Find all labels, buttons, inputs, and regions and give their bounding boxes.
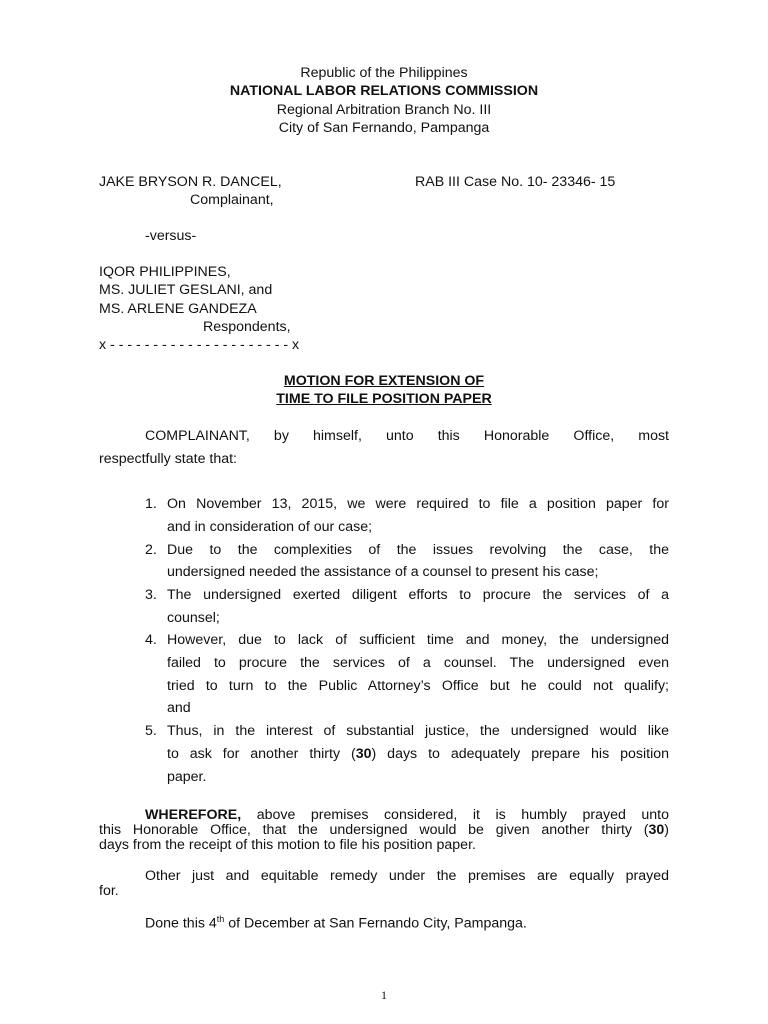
- wherefore-line2-b: ): [664, 822, 669, 838]
- header-city: City of San Fernando, Pampanga: [278, 120, 490, 136]
- item-4-line3: tried to turn to the Public Attorney’s Office but he could not qualify;: [167, 678, 669, 694]
- complainant-label: Complainant,: [190, 192, 274, 208]
- respondents-label: Respondents,: [203, 319, 291, 335]
- item-4-line2: failed to procure the services of a counsel. The undersigned even: [167, 655, 669, 671]
- motion-title-line1-text: MOTION FOR EXTENSION OF: [283, 373, 485, 389]
- item-5-line2-a: to ask for another thirty (: [167, 746, 356, 762]
- item-3-line1: The undersigned exerted diligent efforts to procure the services of a: [167, 587, 669, 603]
- item-5-line2-bold: 30: [355, 746, 372, 762]
- wherefore-line2: [99, 823, 669, 837]
- respondent-1: IQOR PHILIPPINES,: [99, 264, 231, 280]
- header-republic: Republic of the Philippines: [300, 65, 468, 81]
- item-1-line1: On November 13, 2015, we were required to file a position paper for: [167, 496, 669, 512]
- motion-title-line1: [0, 374, 768, 388]
- wherefore-line2-bold: 30: [648, 822, 665, 838]
- complainant-name: JAKE BRYSON R. DANCEL,: [99, 174, 282, 190]
- item-5-line2-b: ) days to adequately prepare his position: [371, 746, 669, 762]
- done-post: of December at San Fernando City, Pampanga.: [224, 915, 527, 932]
- motion-title-line2-text: TIME TO FILE POSITION PAPER: [276, 391, 492, 407]
- item-3-line2: counsel;: [167, 610, 220, 626]
- done-pre: Done this 4: [145, 915, 217, 932]
- item-5-line3: paper.: [167, 769, 207, 785]
- item-2-line2: undersigned needed the assistance of a counsel to present his case;: [167, 564, 599, 580]
- item-5-line2: [167, 747, 669, 761]
- header-commission: NATIONAL LABOR RELATIONS COMMISSION: [229, 83, 539, 99]
- wherefore-lead: WHEREFORE,: [145, 807, 242, 823]
- item-3-number: 3.: [145, 587, 157, 603]
- wherefore-line1: [99, 808, 669, 822]
- motion-title-line2: [0, 392, 768, 406]
- versus-label: -versus-: [145, 228, 197, 244]
- item-4-line4: and: [167, 700, 191, 716]
- done-sup: th: [216, 914, 225, 924]
- item-5-line1: Thus, in the interest of substantial justice, the undersigned would like: [167, 723, 669, 739]
- wherefore-line2-a: this Honorable Office, that the undersigned would be given another thirty (: [99, 822, 649, 838]
- wherefore-line1-inner: [145, 808, 669, 822]
- item-5-number: 5.: [145, 723, 157, 739]
- item-4-number: 4.: [145, 632, 157, 648]
- item-1-number: 1.: [145, 496, 157, 512]
- item-4-line1: However, due to lack of sufficient time and money, the undersigned: [167, 632, 669, 648]
- page-number: 1: [381, 988, 387, 1002]
- item-1-line2: and in consideration of our case;: [167, 519, 373, 535]
- wherefore-line1-rest: above premises considered, it is humbly prayed unto: [256, 807, 669, 823]
- wherefore-line3: days from the receipt of this motion to file his position paper.: [99, 837, 476, 853]
- item-2-line1: Due to the complexities of the issues revolving the case, the: [167, 542, 669, 558]
- caption-separator: x - - - - - - - - - - - - - - - - - - - - - x: [99, 337, 300, 353]
- header-branch: Regional Arbitration Branch No. III: [276, 102, 492, 118]
- intro-line1: COMPLAINANT, by himself, unto this Honorable Office, most: [145, 428, 669, 444]
- respondent-2: MS. JULIET GESLANI, and: [99, 282, 273, 298]
- other-relief-line2: for.: [99, 883, 119, 899]
- case-number: RAB III Case No. 10- 23346- 15: [415, 174, 616, 190]
- intro-line2: respectfully state that:: [99, 451, 238, 467]
- respondent-3: MS. ARLENE GANDEZA: [99, 301, 257, 317]
- done-line: [145, 915, 527, 931]
- other-relief-line1: Other just and equitable remedy under the premises are equally prayed: [145, 868, 669, 884]
- item-2-number: 2.: [145, 542, 157, 558]
